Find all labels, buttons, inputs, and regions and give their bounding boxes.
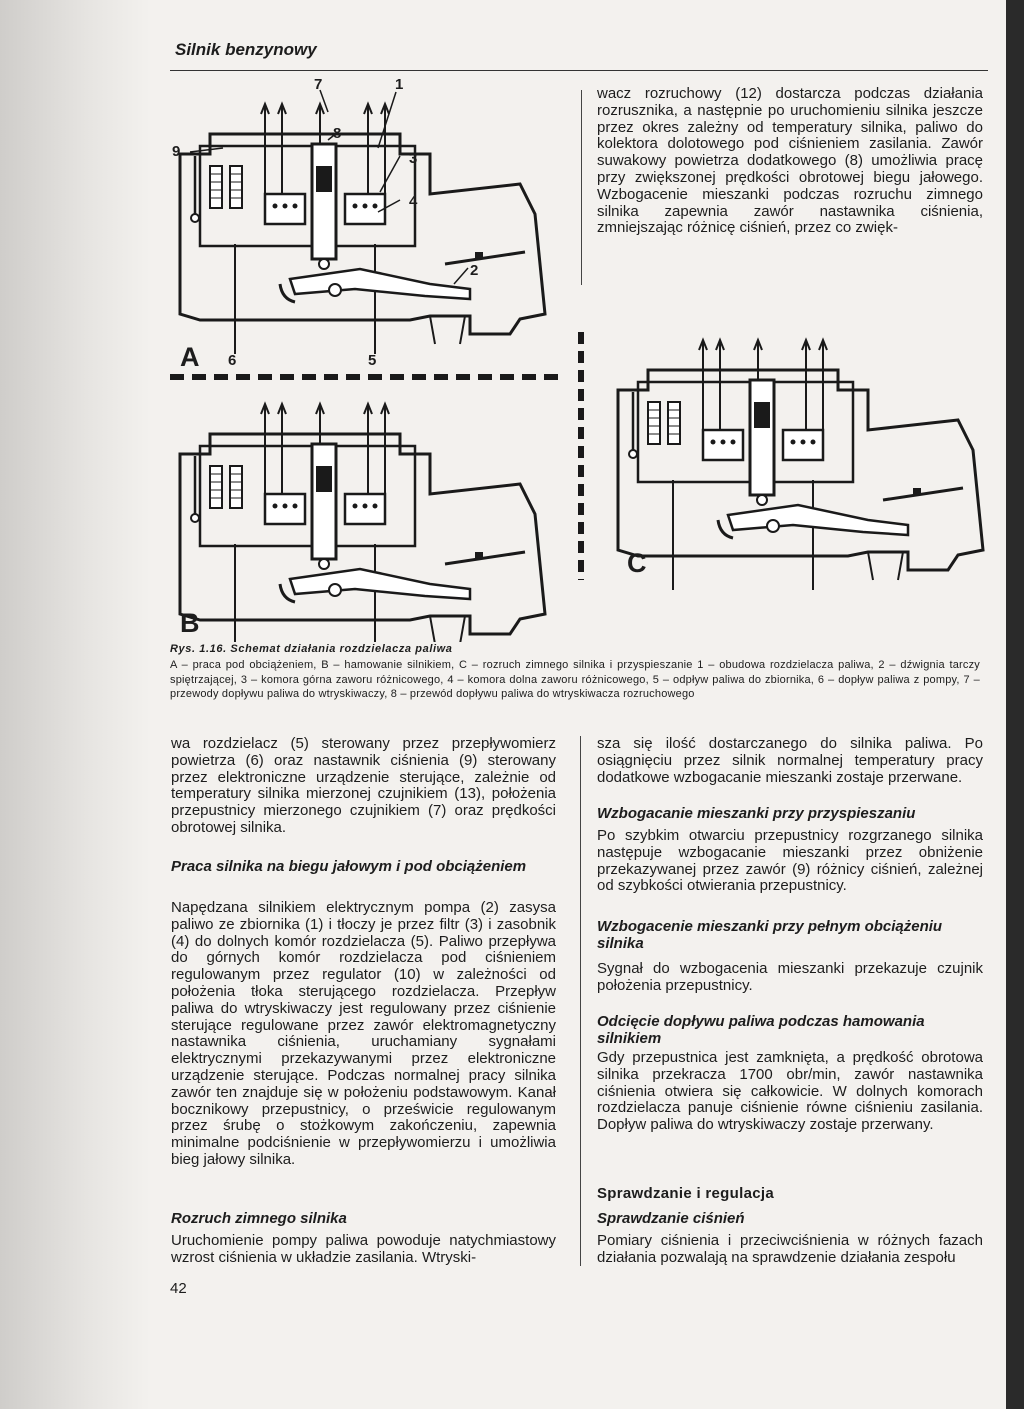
right-intro-paragraph: sza się ilość dostarczanego do silnika paliwa. Po osiągnięciu przez silnik normalnej temperatury pracy dodatkowe wzbogacanie mieszanki zostaje przerwane.: [597, 735, 983, 786]
figure-number-8: 8: [333, 125, 342, 142]
right-paragraph-acceleration: Po szybkim otwarciu przepustnicy rozgrzanego silnika następuje wzbogacanie mieszanki przez obniżenie przekazywanej przez zawór (9) różnicy ciśnień, zależnej od szybkości otwierania przepustnicy.: [597, 827, 983, 895]
figure-number-1: 1: [395, 76, 404, 93]
figure-number-2: 2: [470, 262, 479, 279]
left-intro-paragraph: wa rozdzielacz (5) sterowany przez przepływomierz powietrza (6) oraz nastawnik ciśnienia (9) sterowany przez elektroniczne urządzenie sterujące, zależnie od temperatury silnika mierzonej czujnikiem (13), położenia przepustnicy mierzonego czujnikiem (7) oraz prędkości obrotowej silnika.: [171, 735, 556, 836]
figure-separator-horizontal: [170, 374, 562, 380]
figure-number-7: 7: [314, 76, 323, 93]
figure-label-c: C: [627, 548, 647, 578]
page-number: 42: [170, 1280, 187, 1297]
figure-number-4: 4: [409, 193, 418, 210]
left-heading-cold-start: Rozruch zimnego silnika: [171, 1210, 347, 1227]
figure-caption-text: A – praca pod obciążeniem, B – hamowanie silnikiem, C – rozruch zimnego silnika i przyspieszanie 1 – obudowa rozdzielacza paliwa, 2 – dźwignia tarczy spiętrzającej, 3 – komora górna zaworu różnicowego, 4 – komora dolna zaworu różnicowego, 5 – odpływ paliwa do zbiornika, 6 – dopływ paliwa z pompy, 7 – przewody dopływu paliwa do wtryskiwaczy, 8 – przewód dopływu paliwa do wtryskiwacza rozruchowego: [170, 659, 980, 701]
right-heading-full-load: Wzbogacenie mieszanki przy pełnym obciążeniu silnika: [597, 918, 943, 952]
figure-separator-vertical: [578, 332, 584, 580]
right-heading-fuel-cutoff: Odcięcie dopływu paliwa podczas hamowania silnikiem: [597, 1013, 925, 1047]
figure-number-5: 5: [368, 352, 377, 369]
figure-number-9: 9: [172, 143, 181, 160]
figure-number-3: 3: [409, 150, 418, 167]
right-heading-acceleration: Wzbogacanie mieszanki przy przyspieszaniu: [597, 805, 916, 822]
figure-label-a: A: [180, 342, 200, 372]
diagram-unit-b: [180, 404, 545, 642]
running-head: Silnik benzynowy: [175, 40, 317, 59]
right-heading-pressure-check: Sprawdzanie ciśnień: [597, 1210, 745, 1227]
left-paragraph-cold-start: Uruchomienie pompy paliwa powoduje natychmiastowy wzrost ciśnienia w układzie zasilania. Wtryski-: [171, 1232, 556, 1266]
top-right-paragraph: wacz rozruchowy (12) dostarcza podczas działania rozrusznika, a następnie po uruchomieniu silnika jeszcze przez okres zależny od temperatury silnika, paliwo do kolektora dolotowego pod ciśnieniem zasilania. Zawór suwakowy powietrza dodatkowego (8) umożliwia pracę przy zwiększonej prędkości obrotowej biegu jałowego. Wzbogacenie mieszanki podczas rozruchu zimnego silnika zapewnia zawór nastawnika ciśnienia, zmniejszając różnicę ciśnień, przez co zwięk-: [597, 85, 983, 237]
fuel-distributor-diagram: [168, 72, 1008, 642]
right-paragraph-full-load: Sygnał do wzbogacenia mieszanki przekazuje czujnik położenia przepustnicy.: [597, 960, 983, 994]
figure-label-b: B: [180, 608, 200, 638]
right-paragraph-fuel-cutoff: Gdy przepustnica jest zamknięta, a prędkość obrotowa silnika przekracza 1700 obr/min, zawór nastawnika ciśnienia otwiera się całkowicie. W dolnych komorach rozdzielacza panuje ciśnienie równe ciśnieniu zasilania. Dopływ paliwa do wtryskiwaczy zostaje przerwany.: [597, 1049, 983, 1134]
page-edge: [1006, 0, 1024, 1409]
right-paragraph-pressure-check: Pomiary ciśnienia i przeciwciśnienia w różnych fazach działania pozwalają na sprawdzenie działania zespołu: [597, 1232, 983, 1266]
figure-number-6: 6: [228, 352, 237, 369]
diagram-unit-a: [180, 104, 545, 354]
left-heading-idle-load: Praca silnika na biegu jałowym i pod obciążeniem: [171, 858, 527, 875]
figure-caption-title: Rys. 1.16. Schemat działania rozdzielacza paliwa: [170, 643, 453, 655]
left-paragraph-idle-load: Napędzana silnikiem elektrycznym pompa (2) zasysa paliwo ze zbiornika (1) i tłoczy je przez filtr (3) i zasobnik (4) do dolnych komór rozdzielacza (5). Paliwo przepływa do górnych komór rozdzielacza pod ciśnieniem regulowanym przez regulator (10) w zależności od położenia tłoka sterującego rozdzielacza. Przepływ paliwa do wtryskiwaczy jest regulowany przez ciśnienie sterujące regulowane przez zawór elektromagnetyczny nastawnika ciśnienia, uruchamiany sygnałami elektrycznymi przekazywanymi przez elektroniczne urządzenie sterujące. Podczas normalnej pracy silnika zawór ten znajduje się w położeniu podstawowym. Kanał bocznikowy przepustnicy, o prześwicie regulowanym przez śrubę o stożkowym zakończeniu, zapewnia minimalne podciśnienie w przepływomierzu i umożliwia bieg jałowy silnika.: [171, 899, 556, 1168]
column-rule-bottom: [580, 736, 581, 1266]
diagram-drawing: [168, 72, 1008, 642]
page-gutter-shadow: [0, 0, 150, 1409]
header-rule: [170, 70, 988, 71]
diagram-unit-c: [618, 340, 983, 590]
right-heading-checking: Sprawdzanie i regulacja: [597, 1185, 774, 1202]
